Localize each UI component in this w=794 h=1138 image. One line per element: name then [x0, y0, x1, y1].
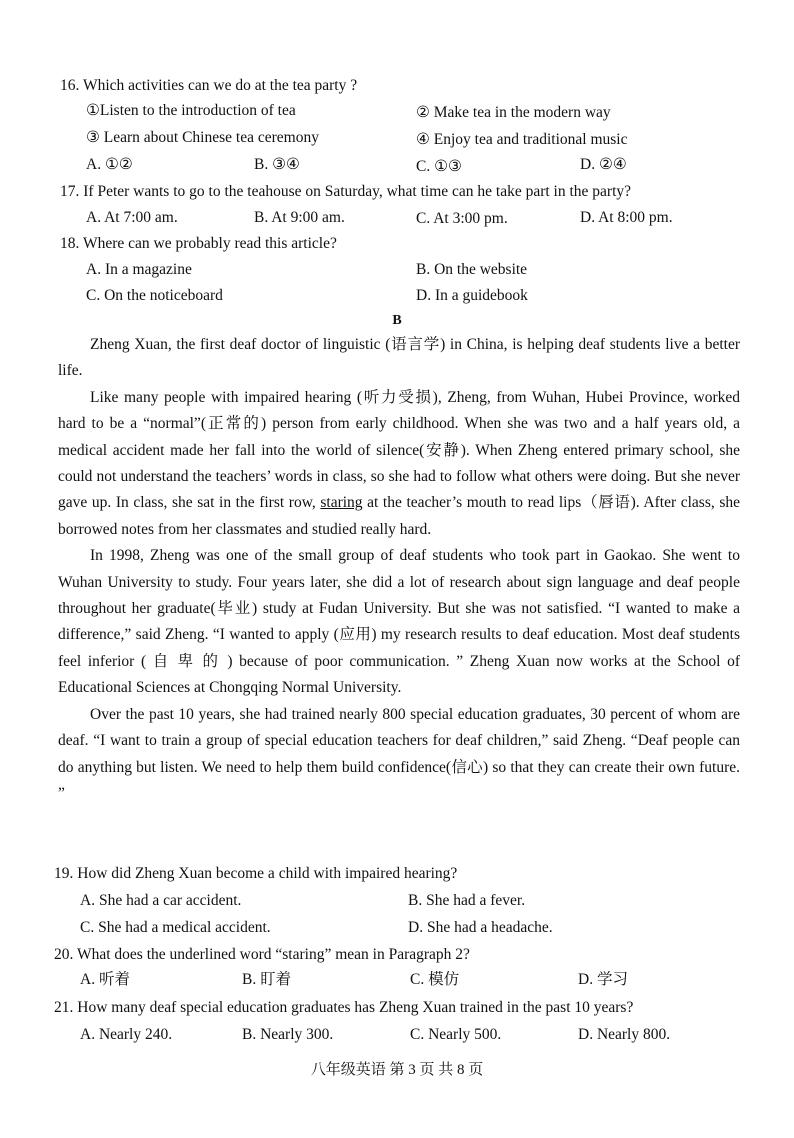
q18-option-d: D. In a guidebook	[416, 287, 528, 304]
paragraph-2-text-before: Like many people with impaired hearing (听力受损), Zheng, from Wuhan, Hubei Province, worked hard to be a “normal”(正常的) person from early childhood. When she was two and a half years old, a medical accident made her fall into the world of silence(安静). When Zheng entered primary school, she could not understand the teachers’ words in class, so she had to follow what others were doing. But she never gave up. In class, she sat in the first row,	[58, 388, 740, 512]
q16-option-b: B. ③④	[254, 156, 300, 173]
q17-option-d: D. At 8:00 pm.	[580, 209, 673, 226]
q19-option-b: B. She had a fever.	[408, 892, 526, 909]
q16-item-3: ③ Learn about Chinese tea ceremony	[86, 129, 319, 146]
q18-option-b: B. On the website	[416, 261, 528, 278]
q21-option-b: B. Nearly 300.	[242, 1026, 334, 1043]
q19-option-a: A. She had a car accident.	[80, 892, 242, 909]
q16-item-2: ② Make tea in the modern way	[416, 104, 611, 121]
question-17-stem: 17. If Peter wants to go to the teahouse on Saturday, what time can he take part in the party?	[60, 183, 632, 200]
passage-paragraph-4: Over the past 10 years, she had trained nearly 800 special education graduates, 30 percent of whom are deaf. “I want to train a group of special education teachers for deaf children,” said Zheng. “Deaf people can do anything but listen. We need to help them build confidence(信心) so that they can create their own future. ”	[58, 705, 740, 802]
q21-option-c: C. Nearly 500.	[410, 1026, 502, 1043]
question-16-stem: 16. Which activities can we do at the tea party ?	[60, 77, 358, 94]
q16-item-1: ①Listen to the introduction of tea	[86, 102, 296, 119]
passage-paragraph-1: Zheng Xuan, the first deaf doctor of linguistic (语言学) in China, is helping deaf students live a better life.	[58, 336, 740, 380]
q17-option-a: A. At 7:00 am.	[86, 209, 178, 226]
q20-option-d: D. 学习	[578, 971, 628, 988]
q17-option-b: B. At 9:00 am.	[254, 209, 345, 226]
q19-option-d: D. She had a headache.	[408, 919, 553, 936]
q18-option-a: A. In a magazine	[86, 261, 192, 278]
underlined-word-staring: staring	[320, 494, 363, 512]
q20-option-a: A. 听着	[80, 971, 130, 988]
q21-option-d: D. Nearly 800.	[578, 1026, 671, 1043]
q21-option-a: A. Nearly 240.	[80, 1026, 173, 1043]
q18-option-c: C. On the noticeboard	[86, 287, 223, 304]
q20-option-c: C. 模仿	[410, 971, 460, 988]
question-19-stem: 19. How did Zheng Xuan become a child with impaired hearing?	[54, 865, 458, 882]
q16-option-c: C. ①③	[416, 158, 462, 175]
q16-item-4: ④ Enjoy tea and traditional music	[416, 131, 628, 148]
section-heading: B	[392, 313, 402, 328]
question-20-stem: 20. What does the underlined word “staring” mean in Paragraph 2?	[54, 946, 470, 963]
q19-option-c: C. She had a medical accident.	[80, 919, 271, 936]
passage-paragraph-3: In 1998, Zheng was one of the small group of deaf students who took part in Gaokao. She went to Wuhan University to study. Four years later, she did a lot of research about sign language and deaf people throughout her graduate(毕业) study at Fudan University. But she was not satisfied. “I wanted to make a difference,” said Zheng. “I wanted to apply (应用) my research results to deaf education. Most deaf students feel inferior ( 自 卑 的 ) because of poor communication. ” Zheng Xuan now works at the School of Educational Sciences at Chongqing Normal University.	[58, 547, 740, 697]
passage-paragraph-2	[58, 385, 740, 543]
reading-passage	[58, 332, 740, 807]
q16-option-a: A. ①②	[86, 156, 133, 173]
q16-option-d: D. ②④	[580, 156, 627, 173]
question-21-stem: 21. How many deaf special education graduates has Zheng Xuan trained in the past 10 years?	[54, 999, 634, 1016]
paragraph-2-text-after: at the teacher’s mouth to read lips（唇语). After class, she borrowed notes from her classmates and studied really hard.	[58, 494, 740, 538]
q17-option-c: C. At 3:00 pm.	[416, 210, 508, 227]
page-footer: 八年级英语 第 3 页 共 8 页	[310, 1062, 484, 1078]
question-18-stem: 18. Where can we probably read this article?	[60, 235, 337, 252]
q20-option-b: B. 盯着	[242, 971, 292, 988]
